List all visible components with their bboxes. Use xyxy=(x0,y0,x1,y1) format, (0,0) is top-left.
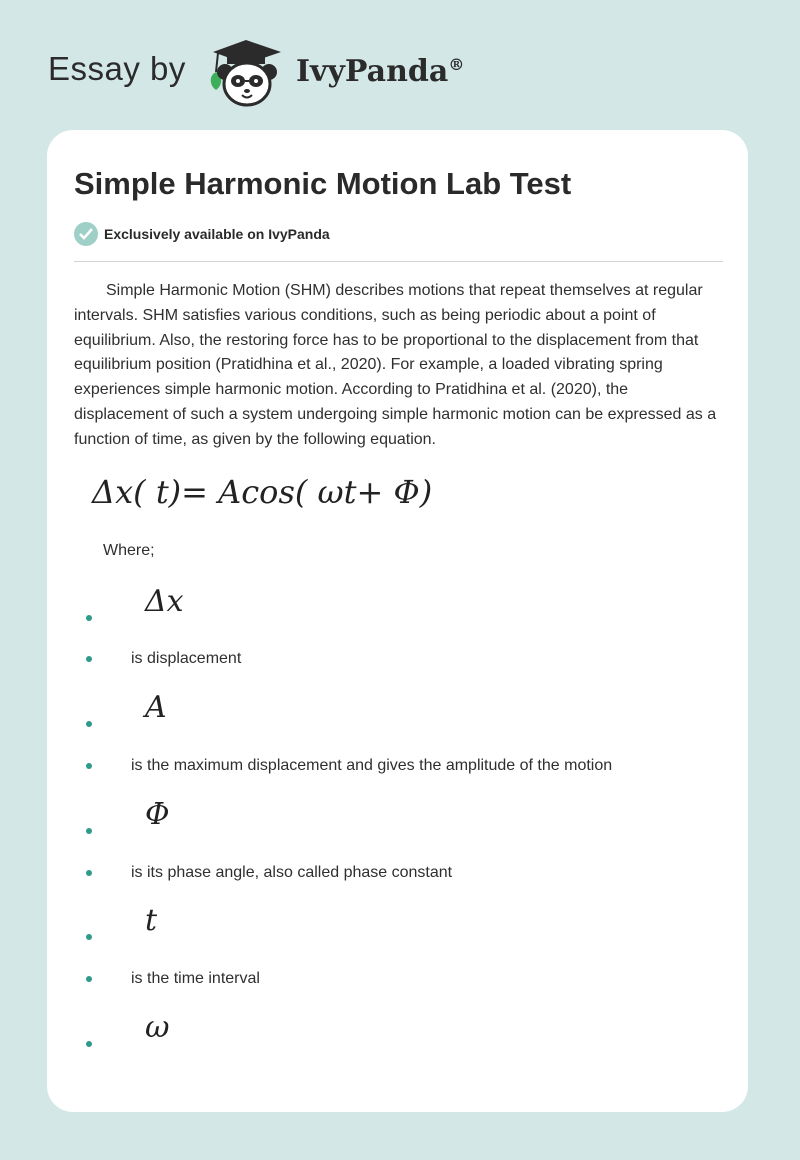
term-description: is its phase angle, also called phase constant xyxy=(131,864,453,881)
term-description: is displacement xyxy=(131,650,242,667)
page-title: Simple Harmonic Motion Lab Test xyxy=(74,166,572,201)
symbol-phi: Φ xyxy=(145,797,170,832)
term-description: is the maximum displacement and gives the amplitude of the motion xyxy=(131,757,613,774)
bullet-marker xyxy=(86,656,92,662)
bullet-marker xyxy=(86,721,92,727)
intro-paragraph xyxy=(74,279,723,453)
brand-text[interactable]: IvyPanda xyxy=(296,54,449,89)
essay-by-label: Essay by xyxy=(48,50,186,87)
registered-mark: ® xyxy=(448,55,465,74)
brand-name[interactable] xyxy=(296,54,464,89)
symbol-t: t xyxy=(145,903,158,938)
check-icon xyxy=(74,222,98,246)
bullet-marker xyxy=(86,870,92,876)
term-description: is the time interval xyxy=(131,970,260,987)
article-card xyxy=(47,130,748,1112)
bullet-marker xyxy=(86,828,92,834)
site-header xyxy=(48,36,748,108)
bullet-marker xyxy=(86,1041,92,1047)
divider xyxy=(74,261,723,262)
badge-text: Exclusively available on IvyPanda xyxy=(104,226,330,242)
symbol-a: A xyxy=(145,690,167,725)
symbol-omega: ω xyxy=(145,1010,170,1045)
symbol-delta-x: Δx xyxy=(145,584,184,619)
panda-logo-icon[interactable] xyxy=(203,36,289,108)
intro-paragraph-text: Simple Harmonic Motion (SHM) describes motions that repeat themselves at regular intervals. SHM satisfies various conditions, such as being periodic about a point of equilibrium. Also, the restoring force has to be proportional to the displacement from that equilibrium position (Pratidhina et al., 2020). For example, a loaded vibrating spring experiences simple harmonic motion. According to Pratidhina et al. (2020), the displacement of such a system undergoing simple harmonic motion can be expressed as a function of time, as given by the following equation. xyxy=(74,282,717,448)
bullet-marker xyxy=(86,976,92,982)
bullet-marker xyxy=(86,934,92,940)
where-label: Where; xyxy=(103,542,155,559)
bullet-marker xyxy=(86,615,92,621)
exclusive-badge xyxy=(74,221,330,247)
bullet-marker xyxy=(86,763,92,769)
shm-equation: Δx( t)= Acos( ωt+ Φ) xyxy=(92,473,433,511)
